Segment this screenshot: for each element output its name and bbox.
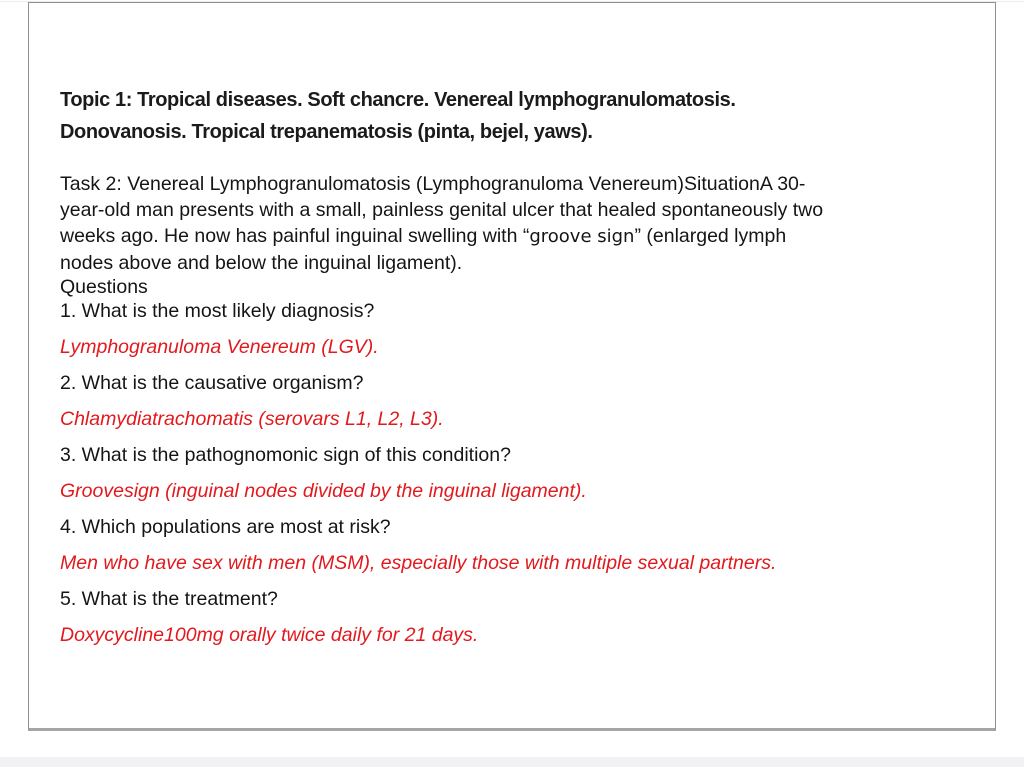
question-2: 2. What is the causative organism? [60, 372, 364, 394]
question-4: 4. Which populations are most at risk? [60, 516, 391, 538]
groove-sign-term: groove sign [529, 226, 635, 247]
title-line-2: Donovanosis. Tropical trepanematosis (pinta, bejel, yaws). [60, 121, 593, 143]
questions-heading: Questions [60, 276, 148, 298]
task-line-2: year-old man presents with a small, painless genital ulcer that healed spontaneously two [60, 199, 824, 221]
bottom-strip [0, 757, 1024, 767]
task-line-4: nodes above and below the inguinal ligament). [60, 252, 463, 274]
task-line-3-before: weeks ago. He now has painful inguinal swelling with “ [60, 225, 530, 247]
qa-list [60, 298, 955, 648]
answer-2: Chlamydiatrachomatis (serovars L1, L2, L3). [60, 408, 444, 430]
title-line-1: Topic 1: Tropical diseases. Soft chancre. Venereal lymphogranulomatosis. [60, 89, 736, 111]
question-1: 1. What is the most likely diagnosis? [60, 300, 375, 322]
slide-title [60, 84, 955, 148]
slide [28, 2, 996, 731]
task-paragraph [60, 171, 955, 276]
task-line-3-after: ” (enlarged lymph [634, 225, 787, 247]
answer-4: Men who have sex with men (MSM), especially those with multiple sexual partners. [60, 552, 777, 574]
question-5: 5. What is the treatment? [60, 588, 278, 610]
question-3: 3. What is the pathognomonic sign of this condition? [60, 444, 511, 466]
slide-content [29, 84, 995, 648]
answer-1: Lymphogranuloma Venereum (LGV). [60, 336, 379, 358]
answer-3: Groovesign (inguinal nodes divided by the inguinal ligament). [60, 480, 587, 502]
answer-5: Doxycycline100mg orally twice daily for 21 days. [60, 624, 479, 646]
task-line-1: Task 2: Venereal Lymphogranulomatosis (Lymphogranuloma Venereum)SituationA 30- [60, 173, 806, 195]
